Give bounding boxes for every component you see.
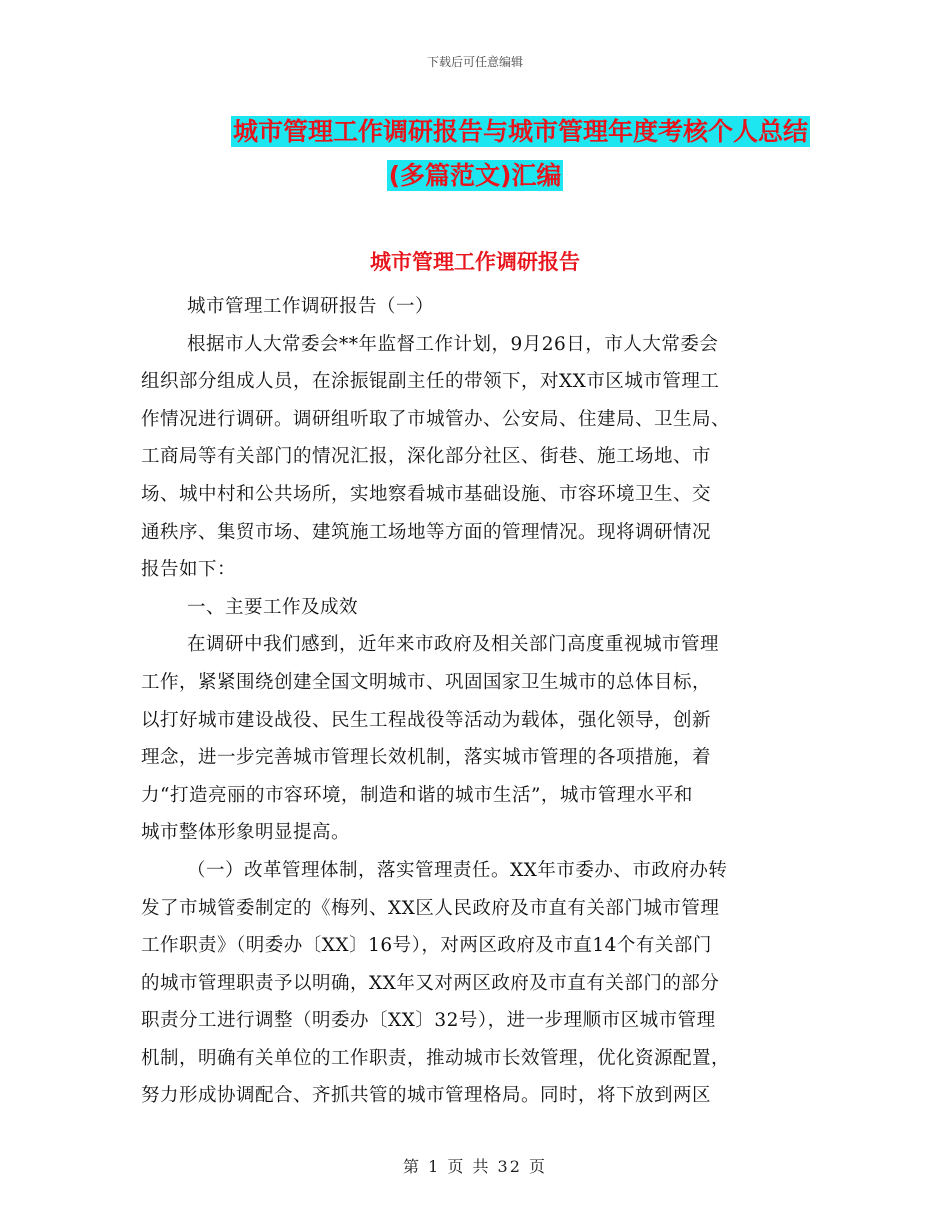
document-body <box>141 288 801 1115</box>
body-line: 根据市人大常委会**年监督工作计划，9月26日，市人大常委会 <box>187 333 719 355</box>
body-line: 工商局等有关部门的情况汇报，深化部分社区、街巷、施工场地、市 <box>141 446 712 468</box>
body-line: 作情况进行调研。调研组听取了市城管办、公安局、住建局、卫生局、 <box>141 408 731 430</box>
body-line: 以打好城市建设战役、民生工程战役等活动为载体，强化领导，创新 <box>141 709 712 731</box>
body-line: 在调研中我们感到，近年来市政府及相关部门高度重视城市管理 <box>187 634 720 656</box>
body-line: 场、城中村和公共场所，实地察看城市基础设施、市容环境卫生、交 <box>141 483 712 505</box>
document-title-line-1 <box>140 110 810 154</box>
body-line: 一、主要工作及成效 <box>187 596 359 618</box>
body-line: （一）改革管理体制，落实管理责任。XX年市委办、市政府办转 <box>187 859 728 881</box>
body-line: 报告如下： <box>141 559 237 581</box>
page-footer: 第 1 页 共 32 页 <box>403 1157 547 1176</box>
body-line: 城市管理工作调研报告（一） <box>187 296 435 317</box>
body-line: 通秩序、集贸市场、建筑施工场地等方面的管理情况。现将调研情况 <box>141 521 712 543</box>
body-line: 工作职责》（明委办〔XX〕16号），对两区政府及市直14个有关部门 <box>141 935 712 957</box>
document-title-line-1-text: 城市管理工作调研报告与城市管理年度考核个人总结 <box>232 117 808 146</box>
body-line: 职责分工进行调整（明委办〔XX〕32号），进一步理顺市区城市管理 <box>141 1010 716 1032</box>
body-line: 组织部分组成人员，在涂振锟副主任的带领下，对XX市区城市管理工 <box>141 371 720 393</box>
body-line: 发了市城管委制定的《梅列、XX区人民政府及市直有关部门城市管理 <box>141 897 720 919</box>
body-line: 的城市管理职责予以明确，XX年又对两区政府及市直有关部门的部分 <box>141 972 720 994</box>
body-line: 努力形成协调配合、齐抓共管的城市管理格局。同时，将下放到两区 <box>141 1085 712 1107</box>
body-line: 力“打造亮丽的市容环境，制造和谐的城市生活”，城市管理水平和 <box>141 784 693 806</box>
body-line: 工作，紧紧围绕创建全国文明城市、巩固国家卫生城市的总体目标， <box>141 671 712 693</box>
document-title <box>140 110 810 198</box>
document-title-line-2 <box>140 154 810 198</box>
body-line: 机制，明确有关单位的工作职责，推动城市长效管理，优化资源配置， <box>141 1047 731 1069</box>
body-line: 理念，进一步完善城市管理长效机制，落实城市管理的各项措施，着 <box>141 747 712 769</box>
document-title-line-2-text: (多篇范文)汇编 <box>388 161 562 190</box>
body-line: 城市整体形象明显提高。 <box>141 822 351 844</box>
header-note: 下载后可任意编辑 <box>426 55 523 69</box>
section-title: 城市管理工作调研报告 <box>370 250 580 274</box>
